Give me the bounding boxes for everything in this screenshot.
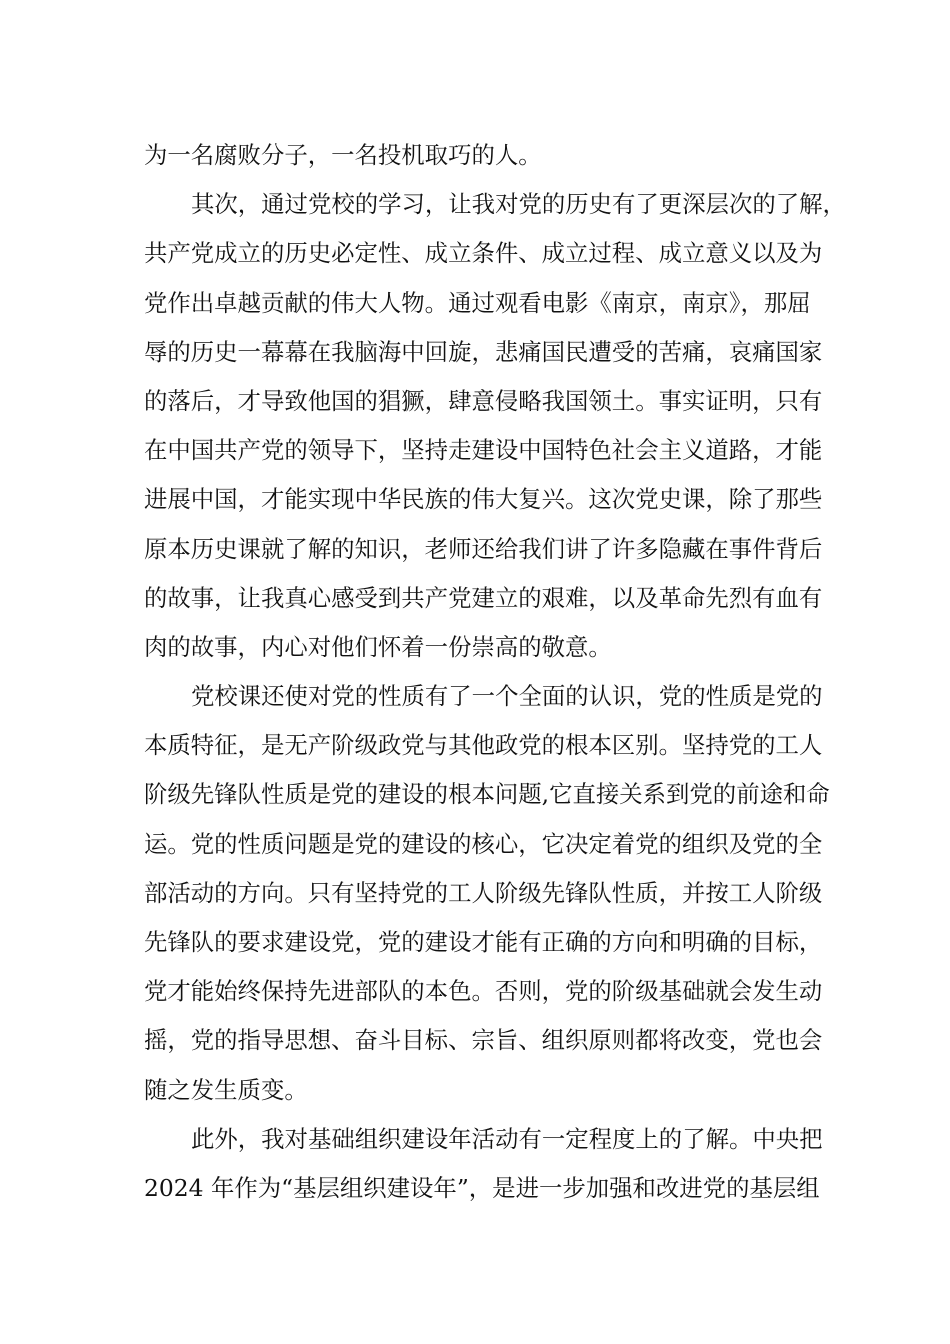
text-line: 运。党的性质问题是党的建设的核心，它决定着党的组织及党的全 [144, 829, 823, 858]
text-line: 摇，党的指导思想、奋斗目标、宗旨、组织原则都将改变，党也会 [144, 1026, 823, 1055]
text-line: 辱的历史一幕幕在我脑海中回旋，悲痛国民遭受的苦痛，哀痛国家 [144, 337, 823, 366]
paragraph-start-line: 党校课还使对党的性质有了一个全面的认识，党的性质是党的 [191, 682, 823, 711]
text-line: 党作出卓越贡献的伟大人物。通过观看电影《南京，南京》，那屈 [144, 288, 811, 317]
text-line: 随之发生质变。 [144, 1075, 308, 1104]
text-line: 本质特征，是无产阶级政党与其他政党的根本区别。坚持党的工人 [144, 731, 823, 760]
text-line: 原本历史课就了解的知识，老师还给我们讲了许多隐藏在事件背后 [144, 534, 823, 563]
text-line: 肉的故事，内心对他们怀着一份崇高的敬意。 [144, 632, 612, 661]
text-line: 在中国共产党的领导下，坚持走建设中国特色社会主义道路，才能 [144, 436, 823, 465]
text-line: 的故事，让我真心感受到共产党建立的艰难，以及革命先烈有血有 [144, 583, 823, 612]
text-line: 为一名腐败分子，一名投机取巧的人。 [144, 141, 542, 169]
text-line: 2024 年作为“基层组织建设年”，是进一步加强和改进党的基层组 [144, 1173, 820, 1202]
text-line: 进展中国，才能实现中华民族的伟大复兴。这次党史课，除了那些 [144, 485, 823, 514]
text-line: 共产党成立的历史必定性、成立条件、成立过程、成立意义以及为 [144, 239, 823, 268]
text-line: 先锋队的要求建设党，党的建设才能有正确的方向和明确的目标， [144, 928, 823, 956]
text-line: 党才能始终保持先进部队的本色。否则，党的阶级基础就会发生动 [144, 977, 823, 1006]
paragraph-start-line: 此外，我对基础组织建设年活动有一定程度上的了解。中央把 [191, 1124, 823, 1153]
text-line: 的落后，才导致他国的猖獗，肆意侵略我国领土。事实证明，只有 [144, 386, 823, 415]
text-line: 阶级先锋队性质是党的建设的根本问题,它直接关系到党的前途和命 [144, 780, 830, 809]
body-text [144, 131, 846, 1213]
paragraph-start-line: 其次，通过党校的学习，让我对党的历史有了更深层次的了解， [191, 190, 846, 219]
text-line: 部活动的方向。只有坚持党的工人阶级先锋队性质，并按工人阶级 [144, 878, 823, 907]
